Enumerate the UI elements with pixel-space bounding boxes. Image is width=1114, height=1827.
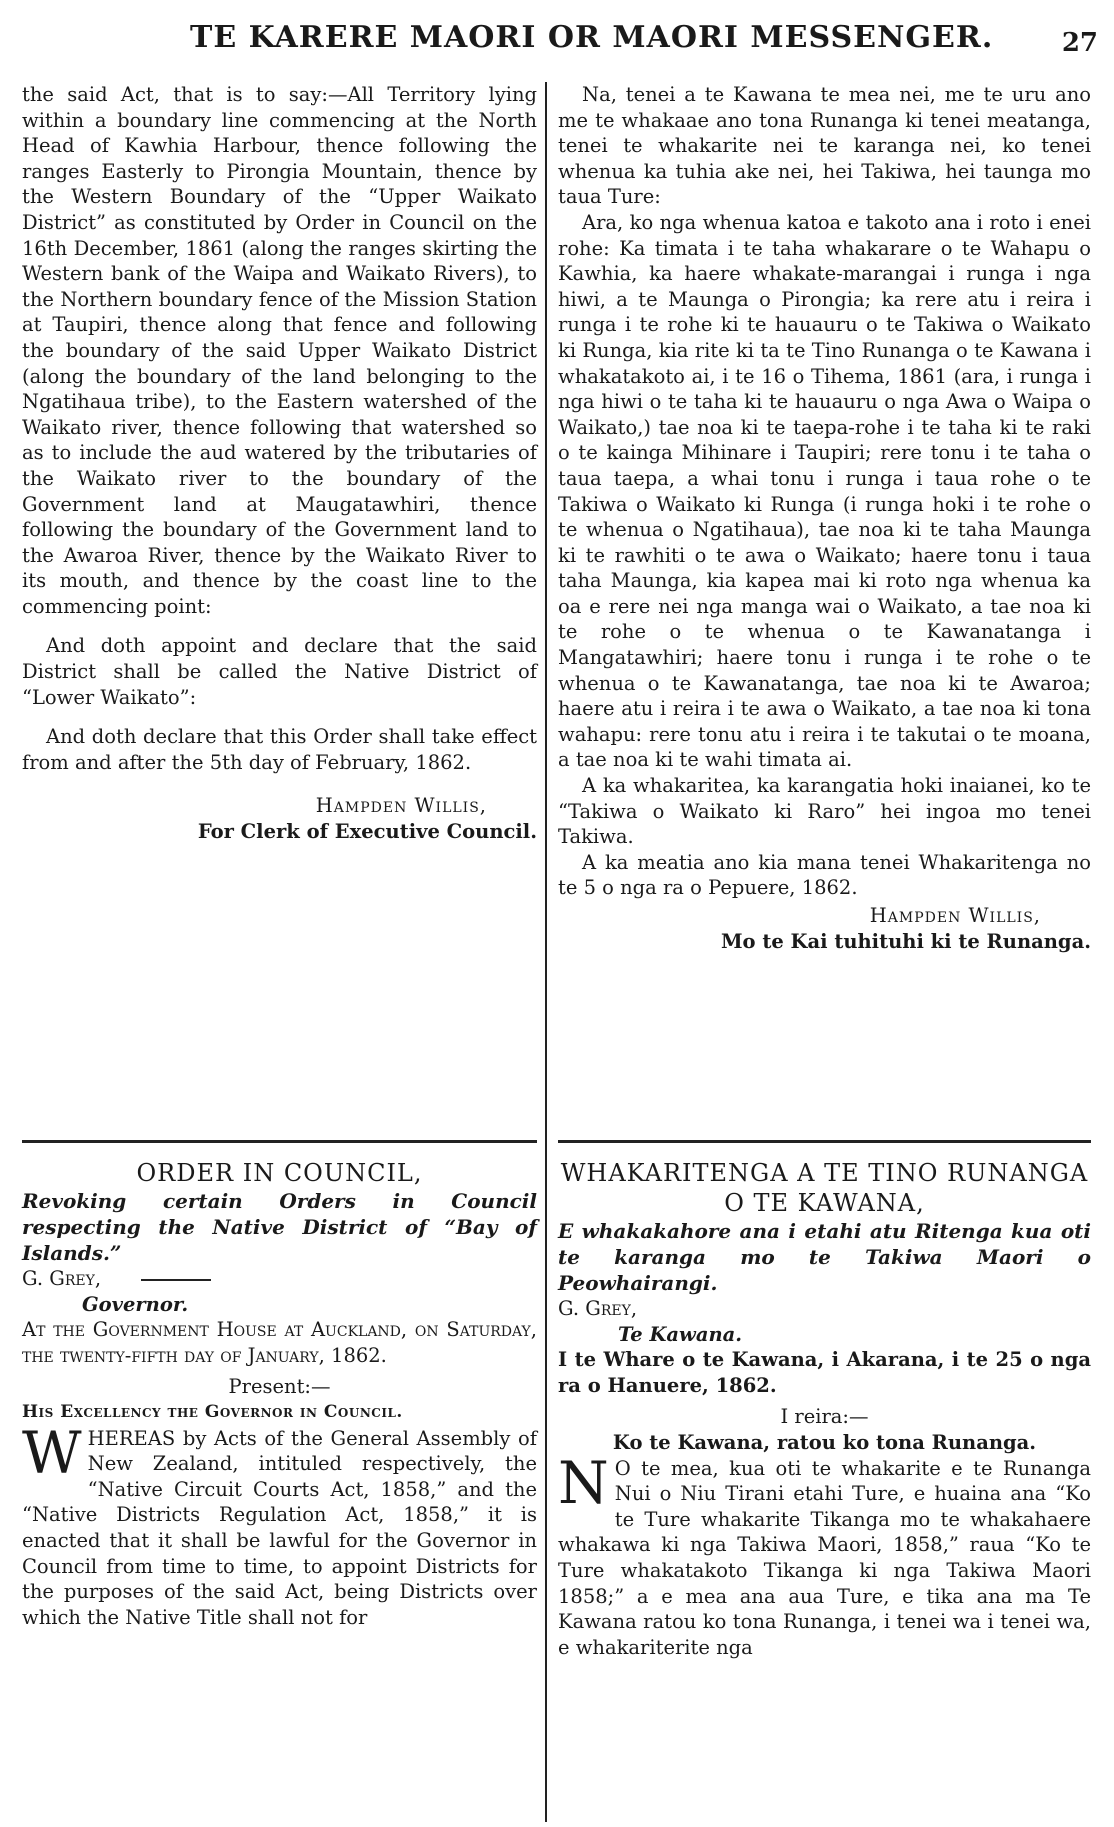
short-rule [141, 1279, 211, 1281]
governor-title: Te Kawana. [618, 1322, 743, 1346]
left-bottom-column [22, 1158, 537, 1630]
body-paragraph [558, 1448, 1091, 1661]
signature-name: Hampden Willis, [869, 904, 1041, 927]
governor-signature: G. Grey, [558, 1297, 638, 1320]
section-rule-right [558, 1140, 1091, 1143]
left-top-paragraph: And doth declare that this Order shall take effect from and after the 5th day of February, 1862. [22, 725, 537, 774]
signature-name: Hampden Willis, [315, 794, 487, 818]
present-heading: Present:— [228, 1375, 331, 1399]
section-title: ORDER IN COUNCIL, [136, 1159, 423, 1187]
place-and-date: At the Government House at Auckland, on Saturday, the twenty-fifth day of January, 1862. [22, 1318, 537, 1367]
governor-signature: G. Grey, [22, 1267, 102, 1290]
page-header [20, 16, 1098, 64]
body-paragraph [22, 1418, 537, 1631]
right-bottom-column [558, 1158, 1091, 1660]
left-top-column [22, 82, 537, 845]
page-number: 27 [1061, 28, 1098, 58]
left-top-paragraph: the said Act, that is to say:—All Territory lying within a boundary line commencing at the North Head of Kawhia Harbour, thence following the ranges Easterly to Pirongia Mountain, thence by the Western Boundary of the “Upper Waikato District” as constituted by Order in Council on the 16th December, 1861 (along the ranges skirting the Western bank of the Waipa and Waikato Rivers), to the Northern boundary fence of the Mission Station at Taupiri, thence along that fence and following the boundary of the said Upper Waikato District (along the boundary of the land belonging to the Ngatihaua tribe), to the Eastern watershed of the Waikato river, thence following that watershed so as to include the aud watered by the tributaries of the Waikato river to the boundary of the Government land at Maugatawhiri, thence following the boundary of the Government land to the Awaroa River, thence by the Waikato River to its mouth, and thence by the coast line to the commencing point: [22, 83, 537, 618]
right-top-paragraph: Na, tenei a te Kawana te mea nei, me te uru ano me te whakaae ano tona Runanga ki tenei meatanga, tenei te whakarite nei te karanga nei, ko tenei whenua ka tuhia ake nei, hei Takiwa, hei taunga mo taua Ture: [558, 83, 1091, 209]
place-and-date: I te Whare o te Kawana, i Akarana, i te 25 o nga ra o Hanuere, 1862. [558, 1348, 1091, 1397]
body-text: HEREAS by Acts of the General Assembly of New Zealand, intituled respectively, the “Native Circuit Courts Act, 1858,” and the “Native Districts Regulation Act, 1858,” it is enacted that it shall be lawful for the Governor in Council from time to time, to appoint Districts for the purposes of the said Act, being Districts over which the Native Title shall not for [22, 1426, 537, 1629]
right-top-paragraph: Ara, ko nga whenua katoa e takoto ana i roto i enei rohe: Ka timata i te taha whakarare o te Wahapu o Kawhia, ka haere whakate-marangai i runga i nga hiwi, a te Maunga o Pirongia; ka rere atu i reira i runga i te rohe ki te hauauru o te Takiwa o Waikato ki Runga, kia rite ki ta te Tino Runanga o te Kawana i whakatakoto ai, i te 16 o Tihema, 1861 (ara, i runga i nga hiwi o te taha ki te hauauru o nga Awa o Waipa o Waikato,) tae noa ki te taepa-rohe i te taha ki te raki o te kainga Mihinare i Taupiri; rere tonu i te taha o taua taepa, a whai tonu i runga i taua rohe o te Takiwa o Waikato ki Runga (i runga hoki i te rohe o te whenua o Ngatihaua), tae noa ki te taha Maunga ki te rawhiti o te awa o Waikato; haere tonu i taua taha Maunga, kia kapea mai ki roto nga whenua ka oa e rere nei nga manga wai o Waikato, a tae noa ki te rohe o te whenua o te Kawanatanga i Mangatawhiri; haere tonu i runga i te rohe o te whenua o te Kawanatanga, tae noa ki te Awaroa; haere atu i reira i te awa o Waikato, a tae noa ki tona wahapu: rere tonu atu i reira i te takutai o te moana, a tae noa ki te wahi timata ai. [558, 210, 1091, 772]
present-line: His Excellency the Governor in Council. [22, 1401, 403, 1422]
present-line: Ko te Kawana, ratou ko tona Runanga. [612, 1430, 1037, 1454]
body-text: O te mea, kua oti te whakarite e te Runanga Nui o Niu Tirani etahi Ture, e huaina ana “Ko te Ture whakarite Tikanga mo te whakahaere whakawa ki nga Takiwa Maori, 1858,” raua “Ko te Ture whakatakoto Tikanga ki nga Takiwa Maori 1858;” a e mea ana aua Ture, e tika ana ma Te Kawana ratou ko tona Runanga, i tenei wa i tenei wa, e whakariterite nga [558, 1456, 1091, 1659]
drop-cap: N [558, 1448, 609, 1517]
left-top-paragraph: And doth appoint and declare that the said District shall be called the Native District of “Lower Waikato”: [22, 634, 537, 709]
right-top-column [558, 82, 1091, 954]
masthead-title: TE KARERE MAORI OR MAORI MESSENGER. [190, 20, 994, 55]
section-title: WHAKARITENGA A TE TINO RUNANGA O TE KAWANA, [560, 1159, 1089, 1217]
right-top-paragraph: A ka whakaritea, ka karangatia hoki inaianei, ko te “Takiwa o Waikato ki Raro” hei ingoa mo tenei Takiwa. [558, 774, 1091, 849]
section-subtitle: E whakakahore ana i etahi atu Ritenga kua oti te karanga mo te Takiwa Maori o Peowhairangi. [558, 1219, 1091, 1295]
column-divider [545, 82, 547, 1822]
section-rule-left [22, 1140, 537, 1143]
signature-role: Mo te Kai tuhituhi ki te Runanga. [720, 929, 1091, 953]
drop-cap: W [22, 1418, 82, 1487]
section-subtitle: Revoking certain Orders in Council respecting the Native District of “Bay of Islands.” [22, 1189, 537, 1265]
present-heading: I reira:— [780, 1405, 869, 1429]
governor-title: Governor. [82, 1292, 189, 1316]
signature-role: For Clerk of Executive Council. [197, 820, 537, 844]
right-top-paragraph: A ka meatia ano kia mana tenei Whakaritenga no te 5 o nga ra o Pepuere, 1862. [558, 850, 1091, 900]
